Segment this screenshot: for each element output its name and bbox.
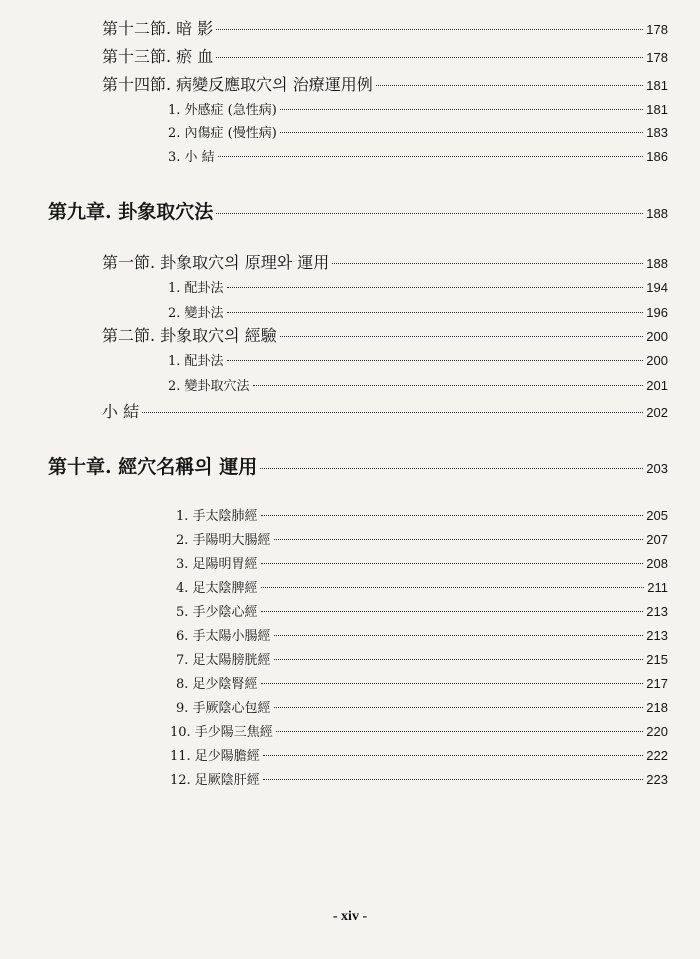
toc-entry-item xyxy=(168,146,668,165)
entry-label: 小 結 xyxy=(102,402,140,421)
entry-label: 8. 足少陰腎經 xyxy=(176,677,258,692)
leader-dots xyxy=(276,731,643,732)
entry-label: 12. 足厥陰肝經 xyxy=(170,773,260,788)
leader-dots xyxy=(274,659,644,660)
entry-label: 10. 手少陽三焦經 xyxy=(170,725,273,740)
toc-entry-chapter xyxy=(48,197,668,224)
toc-entry-item xyxy=(176,697,668,716)
footer-page-number: - xiv - xyxy=(332,909,368,924)
leader-dots xyxy=(261,587,645,588)
leader-dots xyxy=(274,635,644,636)
leader-dots xyxy=(280,109,643,110)
leader-dots xyxy=(216,29,643,30)
toc-entry-item xyxy=(176,649,668,668)
leader-dots xyxy=(216,213,643,214)
page-number: 223 xyxy=(646,772,668,787)
leader-dots xyxy=(280,132,643,133)
entry-label: 9. 手厥陰心包經 xyxy=(176,701,271,716)
toc-entry-item xyxy=(168,350,668,369)
toc-entry-section xyxy=(102,72,668,95)
entry-label: 2. 變卦法 xyxy=(168,306,224,321)
page-number: 183 xyxy=(646,125,668,140)
page-number: 178 xyxy=(646,22,668,37)
page-number: 222 xyxy=(646,748,668,763)
page-number: 196 xyxy=(646,305,668,320)
toc-entry-section xyxy=(102,323,668,346)
page-number: 181 xyxy=(646,78,668,93)
leader-dots xyxy=(142,412,643,413)
leader-dots xyxy=(261,611,644,612)
leader-dots xyxy=(227,287,644,288)
toc-entry-item xyxy=(176,673,668,692)
entry-label: 3. 足陽明胃經 xyxy=(176,557,258,572)
page-number: 200 xyxy=(646,353,668,368)
toc-entry-item xyxy=(168,122,668,141)
leader-dots xyxy=(280,336,644,337)
entry-label: 第十三節. 瘀 血 xyxy=(102,47,214,66)
page-number: 181 xyxy=(646,102,668,117)
toc-entry-item xyxy=(176,601,668,620)
toc-entry-item xyxy=(176,625,668,644)
toc-entry-item xyxy=(176,577,668,596)
page-number: 202 xyxy=(646,405,668,420)
toc-entry-section xyxy=(102,44,668,67)
toc-entry-item xyxy=(168,99,668,118)
chapter-title: 第十章. 經穴名稱의 運用 xyxy=(48,456,258,478)
leader-dots xyxy=(227,312,644,313)
leader-dots xyxy=(376,85,644,86)
leader-dots xyxy=(260,468,643,469)
leader-dots xyxy=(216,57,643,58)
entry-label: 2. 變卦取穴法 xyxy=(168,379,250,394)
page-number: 186 xyxy=(646,149,668,164)
entry-label: 第一節. 卦象取穴의 原理와 運用 xyxy=(102,253,330,272)
page-number: 201 xyxy=(646,378,668,393)
page-number: 188 xyxy=(646,206,668,221)
page-number: 178 xyxy=(646,50,668,65)
leader-dots xyxy=(261,515,644,516)
page-number: 203 xyxy=(646,461,668,476)
page-number: 217 xyxy=(646,676,668,691)
page-number: 211 xyxy=(647,580,668,595)
toc-entry-section xyxy=(102,399,668,422)
page-number: 213 xyxy=(646,604,668,619)
page-number: 200 xyxy=(646,329,668,344)
leader-dots xyxy=(261,563,644,564)
leader-dots xyxy=(263,755,643,756)
entry-label: 6. 手太陽小腸經 xyxy=(176,629,271,644)
toc-entry-item xyxy=(176,505,668,524)
page-number: 213 xyxy=(646,628,668,643)
entry-label: 1. 外感症 (急性病) xyxy=(168,103,277,118)
entry-label: 11. 足少陽膽經 xyxy=(170,749,260,764)
toc-entry-item xyxy=(168,277,668,296)
leader-dots xyxy=(274,707,644,708)
leader-dots xyxy=(253,385,644,386)
entry-label: 5. 手少陰心經 xyxy=(176,605,258,620)
entry-label: 1. 手太陰肺經 xyxy=(176,509,258,524)
page-number: 208 xyxy=(646,556,668,571)
page-number: 205 xyxy=(646,508,668,523)
entry-label: 第十二節. 暗 影 xyxy=(102,19,214,38)
page-number: 215 xyxy=(646,652,668,667)
entry-label: 7. 足太陽膀胱經 xyxy=(176,653,271,668)
toc-entry-item xyxy=(170,769,668,788)
leader-dots xyxy=(227,360,644,361)
leader-dots xyxy=(218,156,644,157)
toc-entry-section xyxy=(102,16,668,39)
page-number: 207 xyxy=(646,532,668,547)
toc-entry-item xyxy=(168,375,668,394)
chapter-title: 第九章. 卦象取穴法 xyxy=(48,201,214,223)
leader-dots xyxy=(261,683,644,684)
entry-label: 3. 小 結 xyxy=(168,150,215,165)
entry-label: 1. 配卦法 xyxy=(168,354,224,369)
entry-label: 第十四節. 病變反應取穴의 治療運用例 xyxy=(102,75,373,94)
leader-dots xyxy=(263,779,643,780)
page-number: 220 xyxy=(646,724,668,739)
toc-entry-item xyxy=(168,302,668,321)
entry-label: 4. 足太陰脾經 xyxy=(176,581,258,596)
toc-entry-section xyxy=(102,250,668,273)
entry-label: 1. 配卦法 xyxy=(168,281,224,296)
toc-entry-item xyxy=(170,745,668,764)
entry-label: 2. 手陽明大腸經 xyxy=(176,533,271,548)
page-number: 218 xyxy=(646,700,668,715)
toc-entry-item xyxy=(176,529,668,548)
toc-entry-item xyxy=(170,721,668,740)
toc-entry-chapter xyxy=(48,452,668,479)
entry-label: 第二節. 卦象取穴의 經驗 xyxy=(102,326,277,345)
leader-dots xyxy=(274,539,644,540)
page-number: 188 xyxy=(646,256,668,271)
toc-entry-item xyxy=(176,553,668,572)
leader-dots xyxy=(332,263,643,264)
page-number: 194 xyxy=(646,280,668,295)
entry-label: 2. 內傷症 (慢性病) xyxy=(168,126,277,141)
